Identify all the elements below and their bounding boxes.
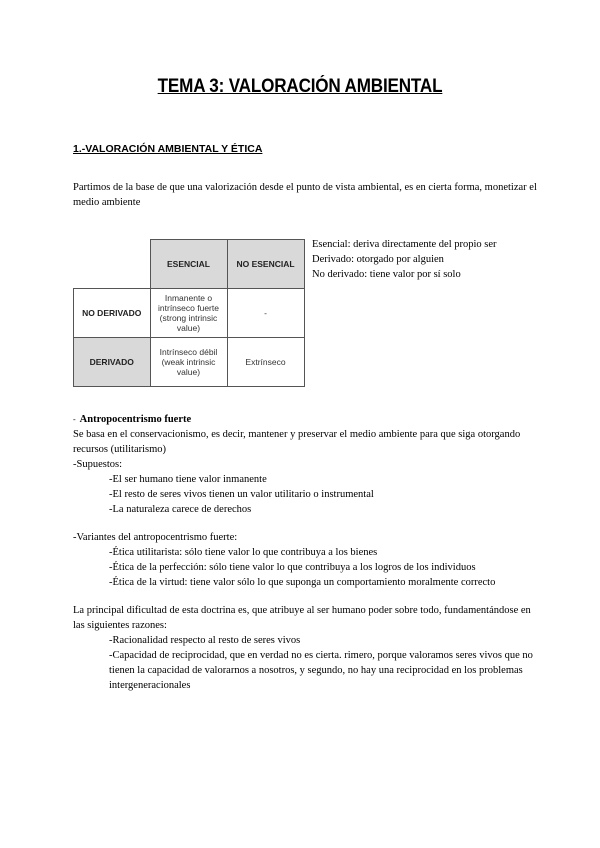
variantes-section	[73, 530, 533, 590]
column-header: ESENCIAL	[150, 240, 227, 289]
dificultad-section	[73, 603, 533, 693]
table-row	[74, 289, 305, 338]
table-cell: Extrínseco	[227, 338, 304, 387]
subsection-heading	[73, 412, 533, 427]
list-label: -Supuestos:	[73, 459, 123, 470]
list-label: -Variantes del antropocentrismo fuerte:	[73, 532, 238, 543]
list-item: -La naturaleza carece de derechos	[109, 504, 252, 515]
column-header: NO ESENCIAL	[227, 240, 304, 289]
paragraph: La principal dificultad de esta doctrina es, que atribuye al ser humano poder sobre todo, fundamentándose en las siguientes razones:	[73, 605, 531, 631]
definition-item: No derivado: tiene valor por sí solo	[312, 269, 461, 280]
intro-paragraph: Partimos de la base de que una valorización desde el punto de vista ambiental, es en cierta forma, monetizar el medio ambiente	[73, 182, 537, 208]
value-matrix-table	[73, 239, 305, 387]
page-title: TEMA 3: VALORACIÓN AMBIENTAL	[157, 76, 443, 97]
list-item: -Ética utilitarista: sólo tiene valor lo que contribuya a los bienes	[109, 547, 378, 558]
row-header: DERIVADO	[74, 338, 151, 387]
table-cell: Inmanente o intrínseco fuerte (strong intrinsic value)	[150, 289, 227, 338]
list-item: -El ser humano tiene valor inmanente	[109, 474, 267, 485]
list-item: -Ética de la perfección: sólo tiene valor lo que contribuya a los logros de los individuos	[109, 562, 476, 573]
definitions-list	[312, 237, 497, 282]
antropocentrismo-section	[73, 412, 533, 517]
table-cell: -	[227, 289, 304, 338]
list-item: -Racionalidad respecto al resto de seres vivos	[109, 635, 301, 646]
definition-item: Derivado: otorgado por alguien	[312, 254, 444, 265]
table-cell: Intrínseco débil (weak intrinsic value)	[150, 338, 227, 387]
table-header-row	[74, 240, 305, 289]
table-row	[74, 338, 305, 387]
list-item: -Capacidad de reciprocidad, que en verdad no es cierta. rimero, porque valoramos seres vivos que no tienen la capacidad de valorarnos a nosotros, y segundo, no hay una reciprocidad en los problemas intergeneracionales	[109, 650, 533, 691]
table-corner	[74, 240, 151, 289]
section-heading: 1.-VALORACIÓN AMBIENTAL Y ÉTICA	[73, 143, 263, 155]
row-header: NO DERIVADO	[74, 289, 151, 338]
list-item: -El resto de seres vivos tienen un valor utilitario o instrumental	[109, 489, 374, 500]
paragraph: Se basa en el conservacionismo, es decir, mantener y preservar el medio ambiente para que siga otorgando recursos (utilitarismo)	[73, 429, 521, 455]
list-item: -Ética de la virtud: tiene valor sólo lo que suponga un comportamiento moralmente correcto	[109, 577, 496, 588]
subsection-title: Antropocentrismo fuerte	[79, 414, 192, 425]
bullet: -	[73, 415, 76, 424]
definition-item: Esencial: deriva directamente del propio ser	[312, 239, 497, 250]
